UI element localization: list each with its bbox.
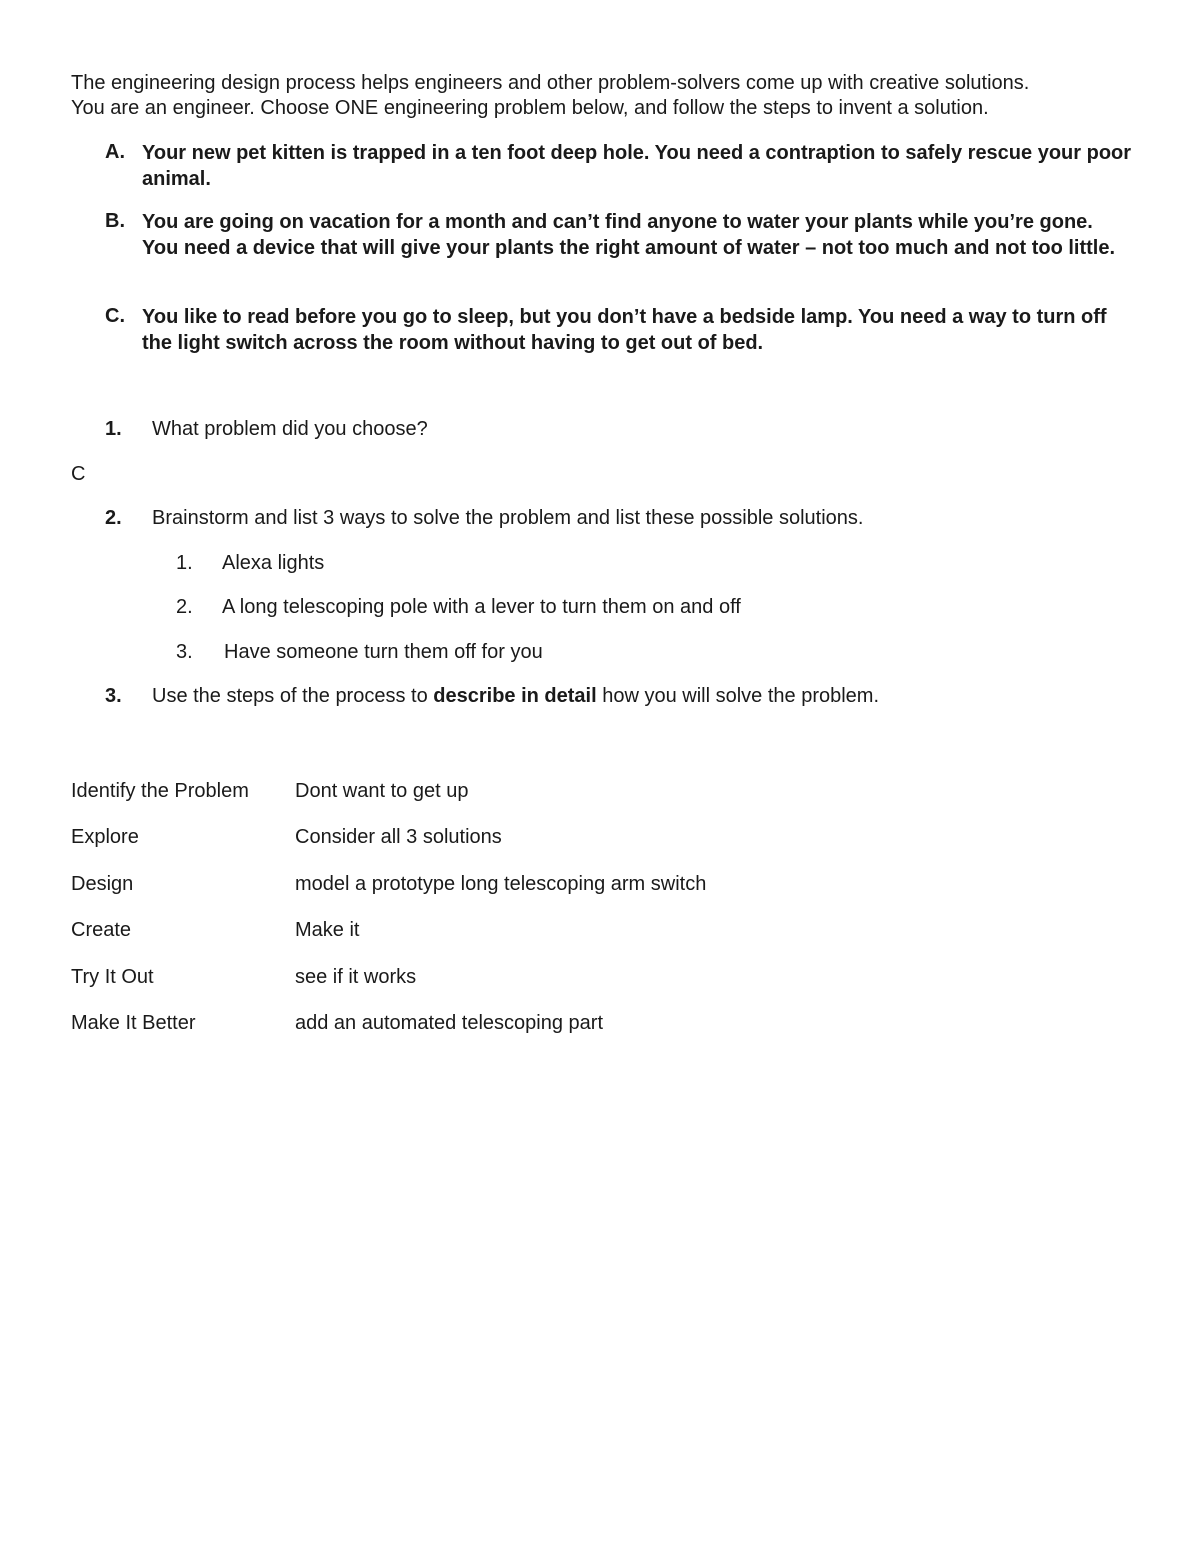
question-3-text-after: how you will solve the problem. bbox=[596, 685, 880, 707]
step-label-identify: Identify the Problem bbox=[71, 780, 249, 802]
step-label-design: Design bbox=[71, 873, 134, 895]
solution-3-text: Have someone turn them off for you bbox=[224, 641, 543, 663]
step-value-design: model a prototype long telescoping arm switch bbox=[295, 873, 707, 895]
answer-1: C bbox=[71, 463, 86, 485]
step-value-make-it-better: add an automated telescoping part bbox=[295, 1012, 603, 1034]
step-value-explore: Consider all 3 solutions bbox=[295, 826, 502, 848]
question-2-number: 2. bbox=[105, 507, 122, 529]
step-value-try-it-out: see if it works bbox=[295, 966, 417, 988]
option-b-letter: B. bbox=[105, 210, 125, 232]
intro-line-1: The engineering design process helps engineers and other problem-solvers come up with creative solutions. bbox=[71, 72, 1030, 94]
question-3-text-bold: describe in detail bbox=[433, 685, 597, 707]
intro-paragraph bbox=[71, 71, 1151, 121]
question-3-text bbox=[152, 685, 879, 708]
option-b-text: You are going on vacation for a month and can’t find anyone to water your plants while you’re gone. You need a device that will give your plants the right amount of water – not too much and not too little. bbox=[142, 211, 1116, 259]
solution-1-text: Alexa lights bbox=[222, 552, 325, 574]
option-c-text: You like to read before you go to sleep, but you don’t have a bedside lamp. You need a way to turn off the light switch across the room without having to get out of bed. bbox=[142, 306, 1107, 354]
intro-line-2: You are an engineer. Choose ONE engineering problem below, and follow the steps to invent a solution. bbox=[71, 97, 989, 119]
solution-2-number: 2. bbox=[176, 596, 193, 618]
step-label-try-it-out: Try It Out bbox=[71, 966, 154, 988]
question-3-number: 3. bbox=[105, 685, 122, 707]
question-1-text: What problem did you choose? bbox=[152, 418, 428, 440]
step-label-explore: Explore bbox=[71, 826, 139, 848]
step-label-create: Create bbox=[71, 919, 132, 941]
solution-3-number: 3. bbox=[176, 641, 193, 663]
step-label-make-it-better: Make It Better bbox=[71, 1012, 196, 1034]
step-value-create: Make it bbox=[295, 919, 360, 941]
option-a-letter: A. bbox=[105, 141, 125, 163]
option-c-letter: C. bbox=[105, 305, 125, 327]
question-2-text: Brainstorm and list 3 ways to solve the problem and list these possible solutions. bbox=[152, 507, 864, 529]
question-3-text-before: Use the steps of the process to bbox=[152, 685, 434, 707]
question-1-number: 1. bbox=[105, 418, 122, 440]
option-a-text: Your new pet kitten is trapped in a ten foot deep hole. You need a contraption to safely rescue your poor animal. bbox=[142, 142, 1132, 190]
solution-1-number: 1. bbox=[176, 552, 193, 574]
step-value-identify: Dont want to get up bbox=[295, 780, 469, 802]
solution-2-text: A long telescoping pole with a lever to turn them on and off bbox=[222, 596, 741, 618]
